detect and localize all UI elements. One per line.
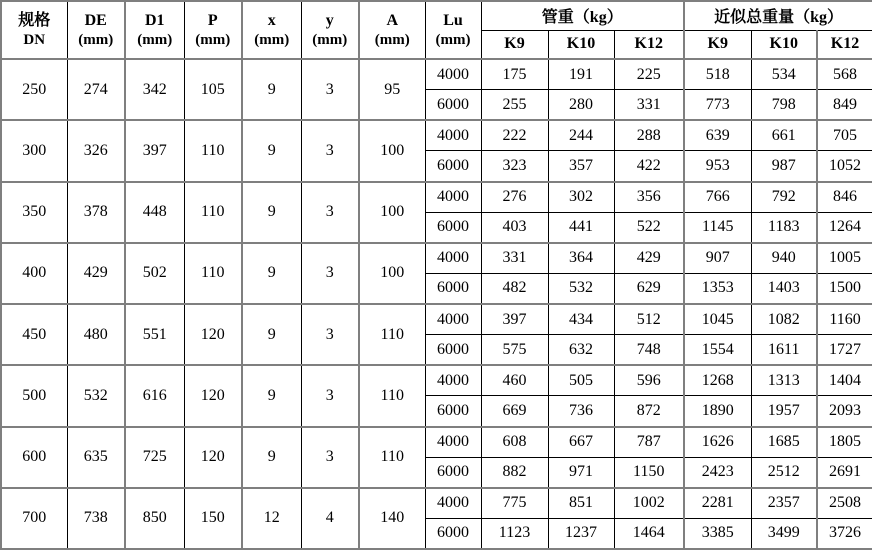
table-row xyxy=(1,488,872,519)
cell-total-k9: 3385 xyxy=(684,518,751,549)
header-spec-dn-name: 规格 xyxy=(18,11,51,29)
cell-pipe-k9: 482 xyxy=(481,273,548,304)
cell-pipe-k12: 629 xyxy=(614,273,684,304)
cell-x: 9 xyxy=(242,427,301,488)
cell-lu: 6000 xyxy=(425,151,481,182)
cell-pipe-k10: 244 xyxy=(548,120,614,151)
cell-pipe-k12: 225 xyxy=(614,59,684,90)
cell-a: 95 xyxy=(359,59,425,120)
header-x-name: x xyxy=(267,11,276,29)
cell-de: 429 xyxy=(67,243,125,304)
cell-lu: 6000 xyxy=(425,457,481,488)
cell-total-k12: 1160 xyxy=(817,304,872,335)
cell-a: 140 xyxy=(359,488,425,549)
header-d1 xyxy=(125,1,184,59)
cell-dn: 400 xyxy=(1,243,67,304)
cell-y: 3 xyxy=(301,120,359,181)
cell-total-k9: 953 xyxy=(684,151,751,182)
cell-de: 635 xyxy=(67,427,125,488)
cell-pipe-k10: 302 xyxy=(548,182,614,213)
cell-a: 110 xyxy=(359,365,425,426)
header-lu-unit: (mm) xyxy=(435,31,471,48)
header-pipe-weight: 管重（kg） xyxy=(481,1,684,30)
header-pipe-k10: K10 xyxy=(548,30,614,59)
cell-total-k12: 705 xyxy=(817,120,872,151)
cell-pipe-k9: 575 xyxy=(481,335,548,366)
cell-d1: 502 xyxy=(125,243,184,304)
cell-pipe-k10: 364 xyxy=(548,243,614,274)
cell-pipe-k10: 505 xyxy=(548,365,614,396)
cell-pipe-k10: 532 xyxy=(548,273,614,304)
cell-pipe-k10: 1237 xyxy=(548,518,614,549)
cell-a: 110 xyxy=(359,304,425,365)
table-body xyxy=(1,59,872,549)
cell-total-k12: 568 xyxy=(817,59,872,90)
table-row xyxy=(1,304,872,335)
cell-d1: 551 xyxy=(125,304,184,365)
cell-total-k12: 1727 xyxy=(817,335,872,366)
cell-lu: 4000 xyxy=(425,427,481,458)
cell-total-k9: 1045 xyxy=(684,304,751,335)
cell-total-k10: 534 xyxy=(751,59,817,90)
cell-pipe-k9: 460 xyxy=(481,365,548,396)
header-lu xyxy=(425,1,481,59)
cell-pipe-k9: 669 xyxy=(481,396,548,427)
header-pipe-k9: K9 xyxy=(481,30,548,59)
cell-pipe-k9: 323 xyxy=(481,151,548,182)
cell-pipe-k10: 736 xyxy=(548,396,614,427)
header-spec-dn-unit: DN xyxy=(23,31,46,48)
cell-dn: 450 xyxy=(1,304,67,365)
cell-pipe-k12: 1150 xyxy=(614,457,684,488)
cell-x: 9 xyxy=(242,120,301,181)
cell-total-k12: 849 xyxy=(817,90,872,121)
cell-y: 3 xyxy=(301,182,359,243)
header-a-unit: (mm) xyxy=(374,31,410,48)
cell-pipe-k9: 331 xyxy=(481,243,548,274)
cell-lu: 4000 xyxy=(425,182,481,213)
cell-de: 326 xyxy=(67,120,125,181)
cell-d1: 448 xyxy=(125,182,184,243)
cell-pipe-k10: 434 xyxy=(548,304,614,335)
table-header xyxy=(1,1,872,59)
cell-total-k10: 3499 xyxy=(751,518,817,549)
cell-total-k12: 846 xyxy=(817,182,872,213)
cell-total-k12: 1052 xyxy=(817,151,872,182)
cell-total-k12: 1264 xyxy=(817,212,872,243)
cell-pipe-k12: 429 xyxy=(614,243,684,274)
cell-a: 100 xyxy=(359,182,425,243)
header-de-name: DE xyxy=(84,11,107,29)
cell-pipe-k9: 1123 xyxy=(481,518,548,549)
header-d1-unit: (mm) xyxy=(137,31,173,48)
cell-total-k10: 1183 xyxy=(751,212,817,243)
cell-d1: 725 xyxy=(125,427,184,488)
cell-total-k12: 2691 xyxy=(817,457,872,488)
cell-lu: 4000 xyxy=(425,304,481,335)
header-a xyxy=(359,1,425,59)
cell-pipe-k12: 356 xyxy=(614,182,684,213)
cell-p: 105 xyxy=(184,59,242,120)
table-row xyxy=(1,427,872,458)
header-d1-name: D1 xyxy=(144,11,165,29)
cell-pipe-k12: 872 xyxy=(614,396,684,427)
cell-pipe-k9: 255 xyxy=(481,90,548,121)
cell-d1: 342 xyxy=(125,59,184,120)
cell-pipe-k9: 608 xyxy=(481,427,548,458)
header-total-k9: K9 xyxy=(684,30,751,59)
cell-total-k9: 1554 xyxy=(684,335,751,366)
cell-d1: 616 xyxy=(125,365,184,426)
cell-pipe-k10: 441 xyxy=(548,212,614,243)
cell-total-k9: 1353 xyxy=(684,273,751,304)
cell-total-k12: 2508 xyxy=(817,488,872,519)
header-total-k10: K10 xyxy=(751,30,817,59)
header-y xyxy=(301,1,359,59)
cell-total-k10: 1611 xyxy=(751,335,817,366)
header-lu-name: Lu xyxy=(443,11,463,29)
cell-pipe-k12: 512 xyxy=(614,304,684,335)
cell-dn: 600 xyxy=(1,427,67,488)
header-p-unit: (mm) xyxy=(195,31,231,48)
cell-total-k12: 1500 xyxy=(817,273,872,304)
cell-total-k9: 907 xyxy=(684,243,751,274)
cell-pipe-k12: 288 xyxy=(614,120,684,151)
header-p-name: P xyxy=(207,11,218,29)
cell-pipe-k12: 522 xyxy=(614,212,684,243)
cell-pipe-k12: 331 xyxy=(614,90,684,121)
cell-pipe-k10: 357 xyxy=(548,151,614,182)
cell-total-k10: 940 xyxy=(751,243,817,274)
cell-a: 110 xyxy=(359,427,425,488)
cell-total-k10: 2357 xyxy=(751,488,817,519)
cell-lu: 6000 xyxy=(425,90,481,121)
cell-total-k9: 1268 xyxy=(684,365,751,396)
cell-de: 480 xyxy=(67,304,125,365)
cell-p: 110 xyxy=(184,243,242,304)
cell-dn: 700 xyxy=(1,488,67,549)
cell-pipe-k12: 422 xyxy=(614,151,684,182)
cell-lu: 4000 xyxy=(425,488,481,519)
header-p xyxy=(184,1,242,59)
cell-y: 3 xyxy=(301,59,359,120)
cell-p: 150 xyxy=(184,488,242,549)
header-x-unit: (mm) xyxy=(254,31,290,48)
cell-p: 110 xyxy=(184,120,242,181)
cell-pipe-k10: 851 xyxy=(548,488,614,519)
cell-lu: 4000 xyxy=(425,243,481,274)
cell-de: 532 xyxy=(67,365,125,426)
cell-total-k12: 1404 xyxy=(817,365,872,396)
table-row xyxy=(1,243,872,274)
cell-p: 120 xyxy=(184,427,242,488)
cell-total-k9: 1890 xyxy=(684,396,751,427)
cell-p: 110 xyxy=(184,182,242,243)
cell-lu: 4000 xyxy=(425,59,481,90)
cell-total-k10: 987 xyxy=(751,151,817,182)
cell-lu: 4000 xyxy=(425,120,481,151)
header-pipe-k12: K12 xyxy=(614,30,684,59)
cell-d1: 850 xyxy=(125,488,184,549)
header-a-name: A xyxy=(386,11,399,29)
header-de xyxy=(67,1,125,59)
cell-total-k10: 1957 xyxy=(751,396,817,427)
header-de-unit: (mm) xyxy=(78,31,114,48)
cell-total-k10: 2512 xyxy=(751,457,817,488)
cell-pipe-k9: 175 xyxy=(481,59,548,90)
header-y-name: y xyxy=(325,11,334,29)
cell-a: 100 xyxy=(359,120,425,181)
cell-total-k12: 1805 xyxy=(817,427,872,458)
cell-pipe-k9: 276 xyxy=(481,182,548,213)
cell-pipe-k12: 787 xyxy=(614,427,684,458)
cell-de: 738 xyxy=(67,488,125,549)
cell-total-k10: 798 xyxy=(751,90,817,121)
cell-y: 3 xyxy=(301,243,359,304)
cell-x: 9 xyxy=(242,365,301,426)
cell-x: 12 xyxy=(242,488,301,549)
cell-pipe-k10: 632 xyxy=(548,335,614,366)
header-total-weight: 近似总重量（kg） xyxy=(684,1,872,30)
cell-total-k10: 792 xyxy=(751,182,817,213)
cell-total-k12: 1005 xyxy=(817,243,872,274)
cell-pipe-k9: 403 xyxy=(481,212,548,243)
cell-dn: 250 xyxy=(1,59,67,120)
cell-pipe-k9: 397 xyxy=(481,304,548,335)
cell-pipe-k9: 775 xyxy=(481,488,548,519)
cell-y: 3 xyxy=(301,304,359,365)
table-row xyxy=(1,365,872,396)
cell-total-k9: 2281 xyxy=(684,488,751,519)
header-y-unit: (mm) xyxy=(312,31,348,48)
cell-total-k10: 1082 xyxy=(751,304,817,335)
cell-lu: 6000 xyxy=(425,273,481,304)
cell-lu: 4000 xyxy=(425,365,481,396)
cell-pipe-k10: 667 xyxy=(548,427,614,458)
cell-total-k12: 2093 xyxy=(817,396,872,427)
table-row xyxy=(1,182,872,213)
cell-pipe-k12: 1002 xyxy=(614,488,684,519)
cell-x: 9 xyxy=(242,182,301,243)
cell-total-k9: 1626 xyxy=(684,427,751,458)
cell-de: 274 xyxy=(67,59,125,120)
cell-pipe-k9: 222 xyxy=(481,120,548,151)
cell-pipe-k10: 971 xyxy=(548,457,614,488)
cell-lu: 6000 xyxy=(425,212,481,243)
cell-lu: 6000 xyxy=(425,518,481,549)
cell-x: 9 xyxy=(242,243,301,304)
cell-total-k9: 518 xyxy=(684,59,751,90)
cell-total-k9: 2423 xyxy=(684,457,751,488)
cell-a: 100 xyxy=(359,243,425,304)
cell-total-k12: 3726 xyxy=(817,518,872,549)
cell-total-k9: 773 xyxy=(684,90,751,121)
cell-total-k10: 661 xyxy=(751,120,817,151)
cell-lu: 6000 xyxy=(425,396,481,427)
cell-p: 120 xyxy=(184,304,242,365)
cell-x: 9 xyxy=(242,59,301,120)
cell-dn: 500 xyxy=(1,365,67,426)
cell-total-k10: 1403 xyxy=(751,273,817,304)
cell-total-k10: 1313 xyxy=(751,365,817,396)
cell-y: 3 xyxy=(301,427,359,488)
header-spec-dn xyxy=(1,1,67,59)
header-x xyxy=(242,1,301,59)
cell-total-k9: 1145 xyxy=(684,212,751,243)
cell-pipe-k10: 280 xyxy=(548,90,614,121)
cell-total-k10: 1685 xyxy=(751,427,817,458)
header-total-k12: K12 xyxy=(817,30,872,59)
cell-dn: 300 xyxy=(1,120,67,181)
cell-pipe-k9: 882 xyxy=(481,457,548,488)
cell-p: 120 xyxy=(184,365,242,426)
cell-pipe-k10: 191 xyxy=(548,59,614,90)
cell-pipe-k12: 1464 xyxy=(614,518,684,549)
cell-y: 3 xyxy=(301,365,359,426)
table-row xyxy=(1,120,872,151)
cell-d1: 397 xyxy=(125,120,184,181)
cell-dn: 350 xyxy=(1,182,67,243)
cell-lu: 6000 xyxy=(425,335,481,366)
cell-de: 378 xyxy=(67,182,125,243)
cell-y: 4 xyxy=(301,488,359,549)
cell-pipe-k12: 748 xyxy=(614,335,684,366)
cell-total-k9: 766 xyxy=(684,182,751,213)
cell-total-k9: 639 xyxy=(684,120,751,151)
cell-pipe-k12: 596 xyxy=(614,365,684,396)
table-row xyxy=(1,59,872,90)
cell-x: 9 xyxy=(242,304,301,365)
